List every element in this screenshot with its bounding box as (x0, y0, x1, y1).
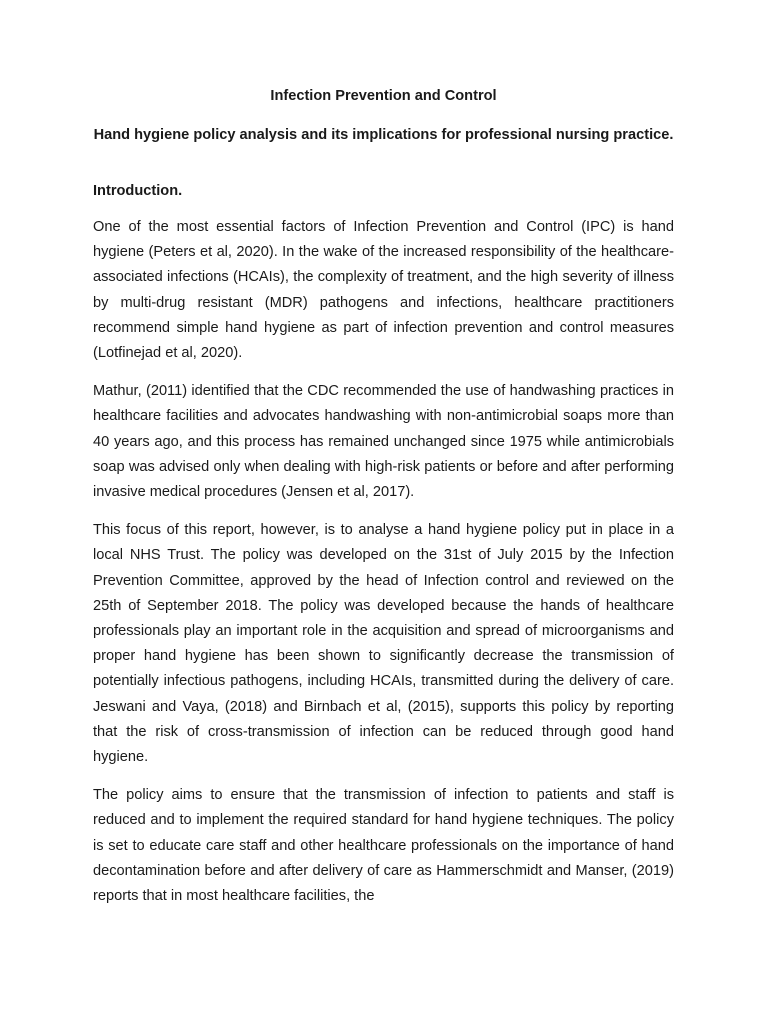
document-title: Infection Prevention and Control (270, 88, 497, 104)
paragraph-4: The policy aims to ensure that the transmission of infection to patients and staff is reduced and to implement the required standard for hand hygiene techniques. The policy is set to educate care staff and other healthcare professionals on the importance of hand decontamination before and after delivery of care as Hammerschmidt and Manser, (2019) reports that in most healthcare facilities, the (93, 787, 674, 905)
document-subtitle: Hand hygiene policy analysis and its implications for professional nursing practice. (93, 127, 674, 143)
paragraph-1: One of the most essential factors of Infection Prevention and Control (IPC) is hand hygiene (Peters et al, 2020). In the wake of the increased responsibility of the healthcare-associated infections (HCAIs), the complexity of treatment, and the high severity of illness by multi-drug resistant (MDR) pathogens and infections, healthcare practitioners recommend simple hand hygiene as part of infection prevention and control measures (Lotfinejad et al, 2020). (93, 219, 674, 362)
paragraph-3: This focus of this report, however, is to analyse a hand hygiene policy put in place in a local NHS Trust. The policy was developed on the 31st of July 2015 by the Infection Prevention Committee, approved by the head of Infection control and reviewed on the 25th of September 2018. The policy was developed because the hands of healthcare professionals play an important role in the acquisition and spread of microorganisms and proper hand hygiene has been shown to significantly decrease the transmission of potentially infectious pathogens, including HCAIs, transmitted during the delivery of care. Jeswani and Vaya, (2018) and Birnbach et al, (2015), supports this policy by reporting that the risk of cross-transmission of infection can be reduced through good hand hygiene. (93, 522, 674, 766)
section-heading-introduction: Introduction. (93, 183, 183, 199)
paragraph-2: Mathur, (2011) identified that the CDC recommended the use of handwashing practices in healthcare facilities and advocates handwashing with non-antimicrobial soaps more than 40 years ago, and this process has remained unchanged since 1975 while antimicrobials soap was advised only when dealing with high-risk patients or before and after performing invasive medical procedures (Jensen et al, 2017). (93, 383, 674, 501)
